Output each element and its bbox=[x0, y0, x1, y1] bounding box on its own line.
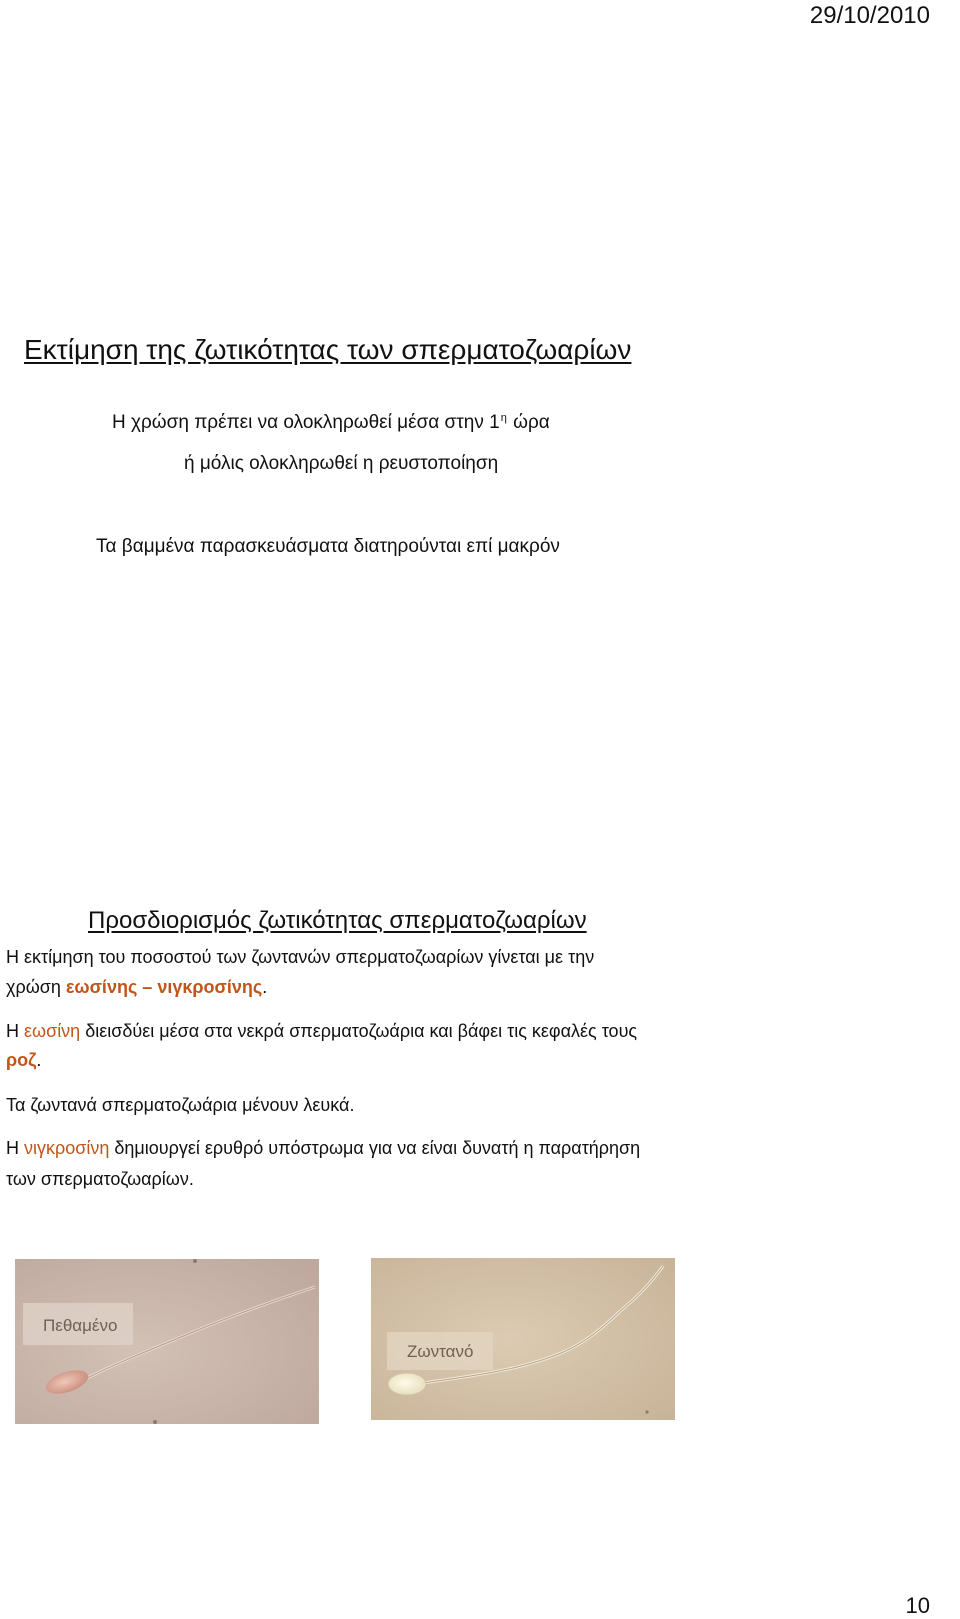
p2-end: . bbox=[36, 1050, 42, 1070]
page-date: 29/10/2010 bbox=[809, 2, 930, 29]
stain-name-highlight: εωσίνης – νιγκροσίνης bbox=[65, 977, 263, 997]
p1-prefix: χρώση bbox=[6, 977, 66, 997]
p2-prefix: Η bbox=[6, 1021, 24, 1041]
live-sperm-photo bbox=[371, 1258, 675, 1420]
paragraph-2-line-2 bbox=[6, 1050, 41, 1071]
slide1-line-3: Τα βαμμένα παρασκευάσματα διατηρούνται επί μακρόν bbox=[96, 536, 560, 557]
slide1-line-1 bbox=[112, 412, 550, 434]
eosin-highlight: εωσίνη bbox=[24, 1021, 81, 1041]
slide1-title: Εκτίμηση της ζωτικότητας των σπερματοζωαρίων bbox=[24, 334, 632, 365]
slide2-title: Προσδιορισμός ζωτικότητας σπερματοζωαρίων bbox=[88, 907, 587, 934]
live-sperm-image bbox=[371, 1258, 675, 1420]
slide1-line-1-text: Η χρώση πρέπει να ολοκληρωθεί μέσα στην 1 bbox=[112, 412, 500, 433]
p4-rest: δημιουργεί ερυθρό υπόστρωμα για να είναι δυνατή η παρατήρηση bbox=[109, 1138, 641, 1158]
dead-label: Πεθαμένο bbox=[43, 1316, 118, 1335]
paragraph-3: Τα ζωντανά σπερματοζωάρια μένουν λευκά. bbox=[6, 1095, 355, 1115]
page-number: 10 bbox=[905, 1593, 930, 1618]
paragraph-2-line-1 bbox=[6, 1021, 637, 1042]
paragraph-4-line-2: των σπερματοζωαρίων. bbox=[6, 1169, 194, 1189]
nigrosin-highlight: νιγκροσίνη bbox=[24, 1138, 110, 1158]
slide1-line-2: ή μόλις ολοκληρωθεί η ρευστοποίηση bbox=[184, 453, 499, 474]
p2-rest: διεισδύει μέσα στα νεκρά σπερματοζωάρια και βάφει τις κεφαλές τους bbox=[80, 1021, 638, 1041]
p1-suffix: . bbox=[262, 977, 268, 997]
paragraph-4-line-1 bbox=[6, 1138, 640, 1159]
pink-highlight: ροζ bbox=[6, 1050, 37, 1070]
slide1-line-1-end: ώρα bbox=[507, 412, 550, 433]
dead-sperm-image bbox=[15, 1259, 319, 1424]
live-label: Ζωντανό bbox=[407, 1342, 474, 1361]
p4-prefix: Η bbox=[6, 1138, 24, 1158]
paragraph-1-line-2 bbox=[6, 977, 267, 998]
ordinal-superscript: η bbox=[500, 412, 507, 424]
paragraph-1-line-1: Η εκτίμηση του ποσοστού των ζωντανών σπερματοζωαρίων γίνεται με την bbox=[6, 947, 595, 967]
dead-sperm-photo bbox=[15, 1259, 319, 1424]
